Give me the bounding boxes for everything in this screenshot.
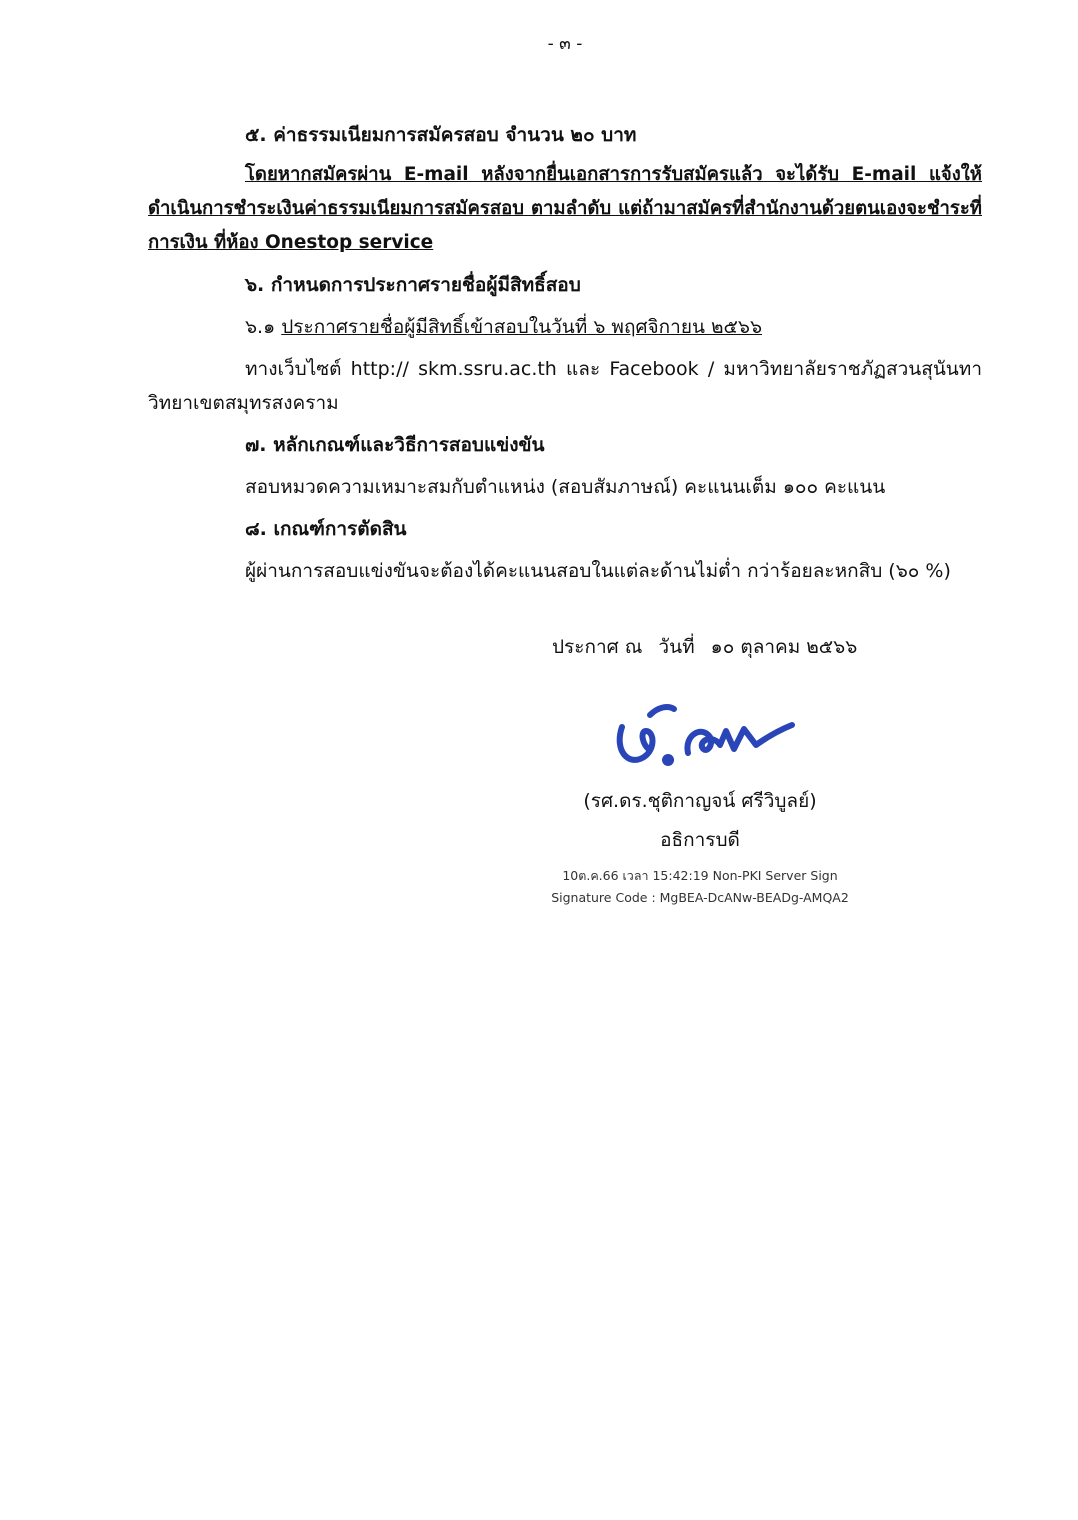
section-5-heading: ๕. ค่าธรรมเนียมการสมัครสอบ จำนวน ๒๐ บาท [245, 124, 637, 146]
announcement-channels-line2: วิทยาเขตสมุทรสงคราม [148, 392, 339, 414]
digital-sign-code: Signature Code : MgBEA-DcANw-BEADg-AMQA2 [551, 890, 849, 905]
announcement-day-label: วันที่ [658, 636, 695, 658]
section-6-1-item [148, 310, 982, 344]
handwritten-signature [610, 695, 800, 775]
section-6-heading: ๖. กำหนดการประกาศรายชื่อผู้มีสิทธิ์สอบ [245, 274, 581, 296]
section-5-payment-note: โดยหากสมัครผ่าน E-mail หลังจากยื่นเอกสารการรับสมัครแล้ว จะได้รับ E-mail แจ้งให้ดำเนินการชำระเงินค่าธรรมเนียมการสมัครสอบ ตามลำดับ แต่ถ้ามาสมัครที่สำนักงานด้วยตนเองจะชำระที่ การเงิน ที่ห้อง Onestop service [148, 164, 982, 253]
announcement-label: ประกาศ ณ [552, 636, 643, 658]
section-7-text: สอบหมวดความเหมาะสมกับตำแหน่ง (สอบสัมภาษณ์) คะแนนเต็ม ๑๐๐ คะแนน [245, 476, 886, 498]
section-8-text: ผู้ผ่านการสอบแข่งขันจะต้องได้คะแนนสอบในแต่ละด้านไม่ต่ำ กว่าร้อยละหกสิบ (๖๐ %) [245, 560, 951, 582]
announcement-date-line [552, 632, 867, 662]
section-8-heading: ๘. เกณฑ์การตัดสิน [245, 518, 407, 540]
signer-title: อธิการบดี [660, 829, 740, 851]
section-6-1-number: ๖.๑ [245, 316, 276, 338]
document-body [148, 118, 982, 588]
signer-name: (รศ.ดร.ชุติกาญจน์ ศรีวิบูลย์) [583, 790, 817, 812]
digital-sign-timestamp: 10ต.ค.66 เวลา 15:42:19 Non-PKI Server Sign [562, 868, 838, 883]
page-number: - ๓ - [547, 34, 583, 54]
announcement-channels-line1: ทางเว็บไซต์ http:// skm.ssru.ac.th และ Facebook / มหาวิทยาลัยราชภัฏสวนสุนันทา [245, 358, 982, 380]
section-6-1-text: ประกาศรายชื่อผู้มีสิทธิ์เข้าสอบในวันที่ ๖ พฤศจิกายน ๒๕๖๖ [281, 316, 762, 338]
section-7-heading: ๗. หลักเกณฑ์และวิธีการสอบแข่งขัน [245, 434, 545, 456]
announcement-date: ๑๐ ตุลาคม ๒๕๖๖ [710, 636, 858, 658]
